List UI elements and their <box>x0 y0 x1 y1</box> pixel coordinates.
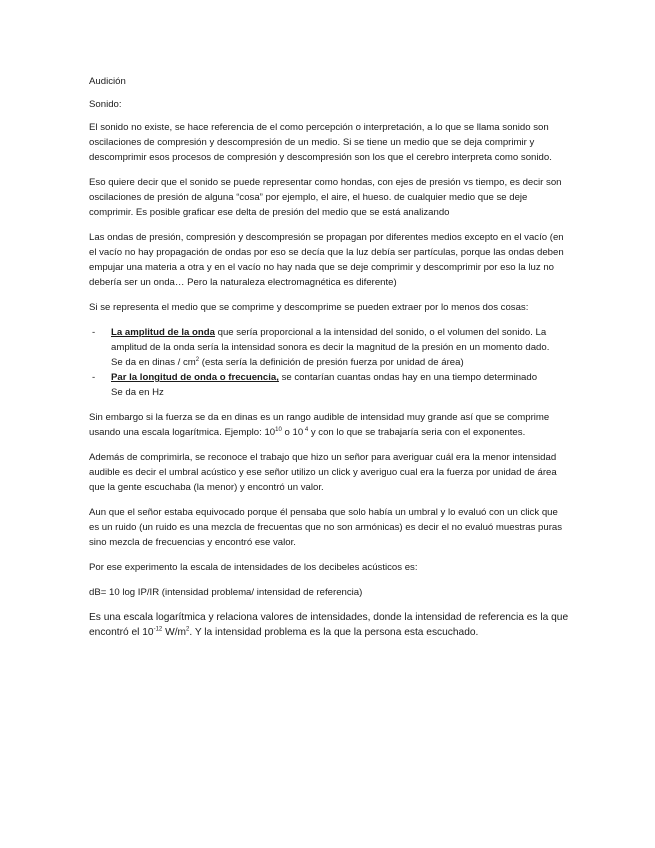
frequency-description: se contarían cuantas ondas hay en una tiempo determinado <box>278 372 538 383</box>
paragraph-6: Además de comprimirla, se reconoce el trabajo que hizo un señor para averiguar cuál era la menor intensidad audible es decir el umbral acústico y ese señor utilizo un click y averiguo cual era la fuerza por unidad de área que la gente escuchaba (la menor) y encontró un valor. <box>89 452 557 493</box>
document-title: Audición <box>89 76 126 87</box>
paragraph-7: Aun que el señor estaba equivocado porque él pensaba que solo había un umbral y lo evaluó con un click que es un ruido (un ruido es una mezcla de frecuentas que no son armónicas) es decir el no evaluó muestras puras sino mezcla de frecuencias y encontró ese valor. <box>89 507 563 548</box>
paragraph-8: Por ese experimento la escala de intensidades de los decibeles acústicos es: <box>89 562 418 573</box>
formula-decibel: dB= 10 log IP/IR (intensidad problema/ intensidad de referencia) <box>89 587 363 598</box>
amplitude-description: que sería proporcional a la intensidad del sonido, o el volumen del sonido. La amplitud de la onda sería la intensidad sonora es decir la magnitud de la presión en un momento dado. <box>111 327 550 353</box>
term-frequency: Par la longitud de onda o frecuencia, <box>111 372 279 383</box>
section-heading: Sonido: <box>89 99 122 110</box>
list-dash: - <box>92 327 96 338</box>
paragraph-4: Si se representa el medio que se comprime y descomprime se pueden extraer por lo menos dos cosas: <box>89 302 529 313</box>
paragraph-2: Eso quiere decir que el sonido se puede representar como hondas, con ejes de presión vs tiempo, es decir son oscilaciones de presión de alguna “cosa” por ejemplo, el aire, el hueso. de cualquier medio que se deje comprimir. Es posible graficar ese delta de presión del medio que se está analizando <box>89 177 562 218</box>
list-dash: - <box>92 372 96 383</box>
amplitude-unit: Se da en dinas / $cm^2$ (esta sería la definición de presión fuerza por unidad de área) <box>111 356 464 368</box>
bullet-list <box>89 325 569 400</box>
list-item-frequency <box>89 370 569 385</box>
term-amplitude: La amplitud de la onda <box>111 327 215 338</box>
paragraph-1: El sonido no existe, se hace referencia de el como percepción o interpretación, a lo que se llama sonido son oscilaciones de compresión y descompresión de un medio. Si se tiene un medio que se deja comprimir y descomprimir esos procesos de compresión y descompresión son los que el cerebro interpreta como sonido. <box>89 122 552 163</box>
paragraph-10: Es una escala logarítmica y relaciona valores de intensidades, donde la intensidad de referencia es la que encontró el $10^{-12}$ $W/m^2$. Y la intensidad problema es la que la persona esta escuchado. <box>89 612 569 638</box>
frequency-unit: Se da en Hz <box>111 387 164 398</box>
paragraph-5: Sin embargo si la fuerza se da en dinas es un rango audible de intensidad muy grande así que se comprime usando una escala logarítmica. Ejemplo: $10^{10}$ o 10 $^4$ y con lo que se trabajaría seria con el exponentes. <box>89 412 550 438</box>
paragraph-3: Las ondas de presión, compresión y descompresión se propagan por diferentes medios excepto en el vacío (en el vacío no hay propagación de ondas por eso se decía que la luz debía ser partículas, porque las ondas deben empujar una materia a otra y en el vacío no hay nada que se deje comprimir y descomprimir por eso la luz no debería ser un onda… Pero la naturaleza electromagnética es diferente) <box>89 232 564 288</box>
list-item-amplitude <box>89 325 569 355</box>
